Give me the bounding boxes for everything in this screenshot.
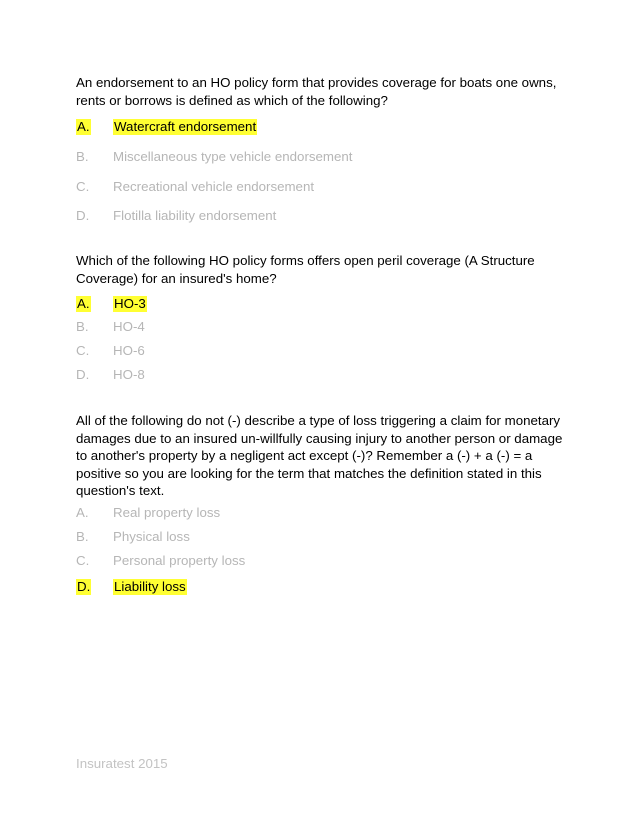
q2-option-b-letter: B.: [76, 319, 89, 334]
q1-option-d-letter: D.: [76, 208, 90, 223]
question-3-text: All of the following do not (-) describe a type of loss triggering a claim for monetary damages due to an insured un-willfully causing injury to another person or damage to another's property by a negligent act except (-)? Remember a (-) + a (-) = a positive so you are looking for the term that matches the definition stated in this question's text.: [76, 413, 563, 498]
q3-option-d-text: Liability loss: [114, 579, 186, 594]
q2-option-a-text: HO-3: [114, 296, 146, 311]
q3-option-a-text: Real property loss: [113, 505, 221, 520]
q3-option-b-letter: B.: [76, 529, 89, 544]
q3-option-b-text: Physical loss: [113, 529, 190, 544]
q1-option-c-text: Recreational vehicle endorsement: [113, 179, 315, 194]
q2-option-c-text: HO-6: [113, 343, 145, 358]
question-2-text: Which of the following HO policy forms offers open peril coverage (A Structure Coverage) for an insured's home?: [76, 253, 535, 286]
q1-option-d-text: Flotilla liability endorsement: [113, 208, 277, 223]
q1-option-c-letter: C.: [76, 179, 90, 194]
footer-text: Insuratest 2015: [76, 756, 168, 771]
q2-option-d-letter: D.: [76, 367, 90, 382]
q2-option-a-letter: A.: [77, 296, 90, 311]
q2-option-c-letter: C.: [76, 343, 90, 358]
q2-option-b-text: HO-4: [113, 319, 145, 334]
q1-option-b-letter: B.: [76, 149, 89, 164]
q3-option-c-text: Personal property loss: [113, 553, 246, 568]
q1-option-a-letter: A.: [77, 119, 90, 134]
q1-option-b-text: Miscellaneous type vehicle endorsement: [113, 149, 353, 164]
q2-option-d-text: HO-8: [113, 367, 145, 382]
q3-option-a-letter: A.: [76, 505, 89, 520]
q1-option-a-text: Watercraft endorsement: [114, 119, 257, 134]
question-1-text: An endorsement to an HO policy form that provides coverage for boats one owns, rents or borrows is defined as which of the following?: [76, 75, 557, 108]
q3-option-d-letter: D.: [77, 579, 91, 594]
q3-option-c-letter: C.: [76, 553, 90, 568]
